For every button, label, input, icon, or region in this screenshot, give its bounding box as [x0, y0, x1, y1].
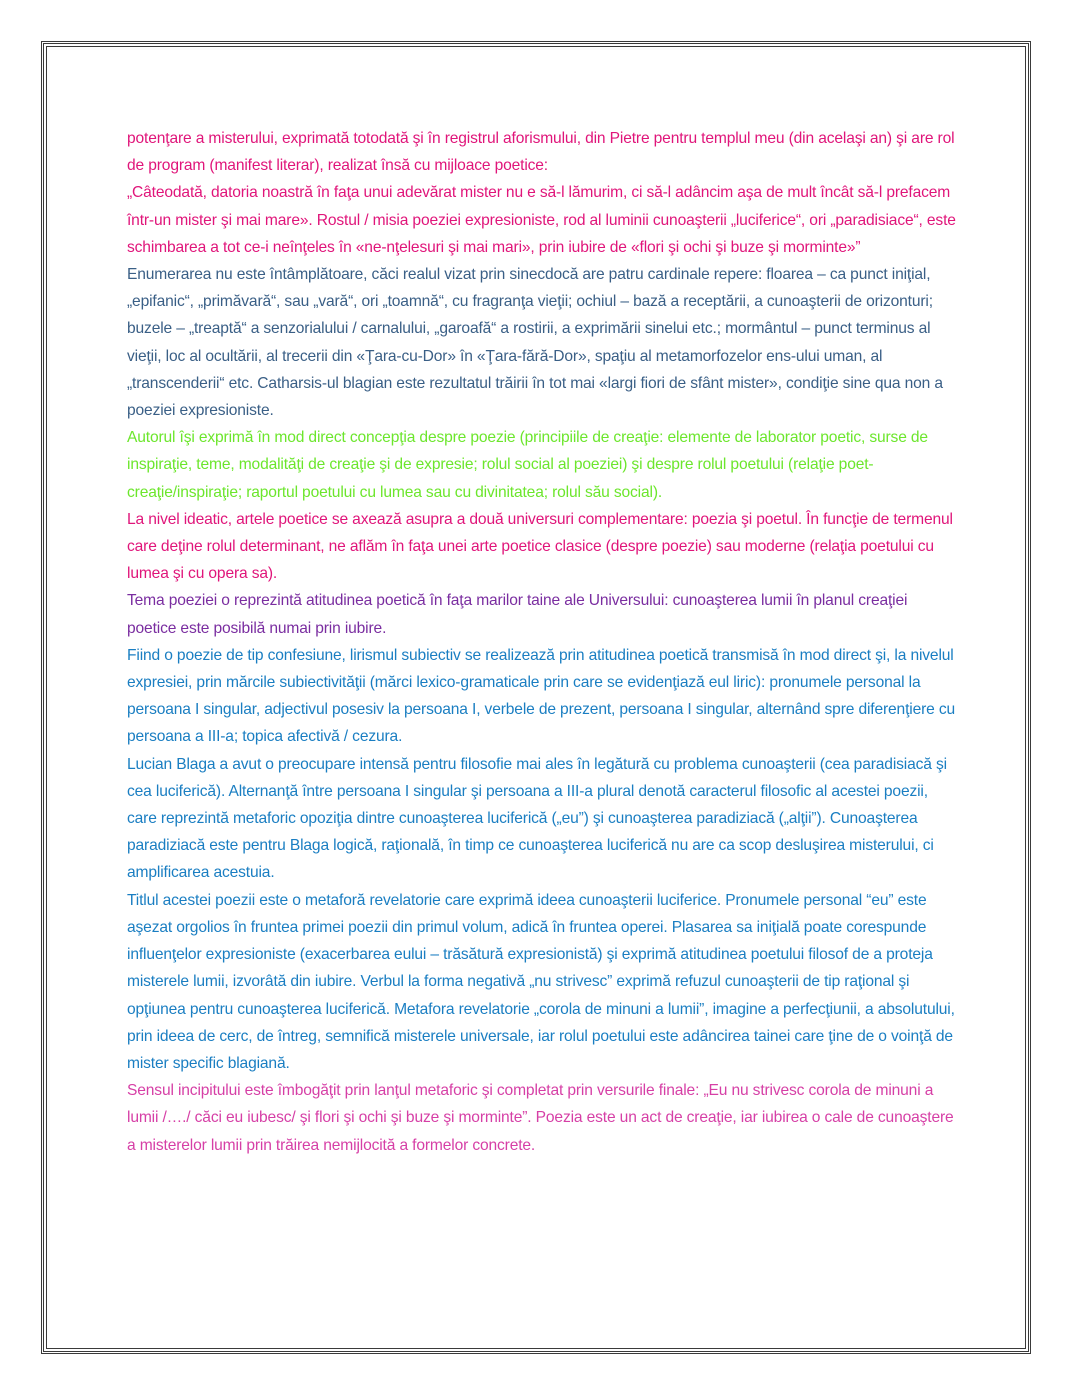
paragraph-9: Titlul acestei poezii este o metaforă revelatorie care exprimă ideea cunoaşterii luciferice. Pronumele personal “eu” este aşezat orgolios în fruntea primei poezii din primul volum, adică în fruntea operei. Plasarea sa iniţială poate corespunde influenţelor expresioniste (exacerbarea eului – trăsătură expresionistă) şi exprimă atitudinea poetului filosof de a proteja misterele lumii, izvorâtă din iubire. Verbul la forma negativă „nu strivesc” exprimă refuzul cunoaşterii de tip raţional şi opţiunea pentru cunoaşterea luciferică. Metafora revelatorie „corola de minuni a lumii”, imagine a perfecţiunii, a absolutului, prin ideea de cerc, de întreg, semnifică misterele universale, iar rolul poetului este adâncirea tainei care ţine de o voinţă de mister specific blagiană.	[127, 891, 955, 1072]
paragraph-10: Sensul incipitului este îmbogăţit prin lanţul metaforic şi completat prin versurile finale: „Eu nu strivesc corola de minuni a lumii /…./ căci eu iubesc/ şi flori şi ochi şi buze şi morminte”. Poezia este un act de creaţie, iar iubirea o cale de cunoaştere a misterelor lumii prin trăirea nemijlocită a formelor concrete.	[127, 1082, 954, 1154]
paragraph-6: Tema poeziei o reprezintă atitudinea poetică în faţa marilor taine ale Universului: cunoaşterea lumii în planul creaţiei poetice este posibilă numai prin iubire.	[127, 592, 908, 637]
paragraph-8: Lucian Blaga a avut o preocupare intensă pentru filosofie mai ales în legătură cu problema cunoaşterii (cea paradisiacă şi cea luciferică). Alternanţă între persoana I singular şi persoana a III-a plural denotă caracterul filosofic al acestei poezii, care reprezintă metaforic opoziţia dintre cunoaşterea luciferică („eu”) şi cunoaşterea paradiziacă („alţii”). Cunoaşterea paradiziacă este pentru Blaga logică, raţională, în timp ce cunoaşterea luciferică nu are ca scop desluşirea misterului, ci amplificarea acestuia.	[127, 755, 947, 882]
paragraph-7: Fiind o poezie de tip confesiune, lirismul subiectiv se realizează prin atitudinea poetică transmisă în mod direct şi, la nivelul expresiei, prin mărcile subiectivităţii (mărci lexico-gramaticale prin care se evidenţiază eul liric): pronumele personal la persoana I singular, adjectivul posesiv la persoana I, verbele de prezent, persoana I singular, alternând spre diferenţiere cu persoana a III-a; topica afectivă / cezura.	[127, 646, 956, 746]
paragraph-1: potenţare a misterului, exprimată totodată şi în registrul aforismului, din Pietre pentru templul meu (din acelaşi an) şi are rol de program (manifest literar), realizat însă cu mijloace poetice:	[127, 130, 955, 175]
document-body	[127, 125, 959, 1159]
paragraph-3: Enumerarea nu este întâmplătoare, căci realul vizat prin sinecdocă are patru cardinale repere: floarea – ca punct iniţial, „epifanic“, „primăvară“, sau „vară“, ori „toamnă“, cu fragranţa vieţii; ochiul – bază a receptării, a cunoaşterii de orizonturi; buzele – „treaptă“ a senzorialului / carnalului, „garoafă“ a rostirii, a exprimării sinelui etc.; mormântul – punct terminus al vieţii, loc al ocultării, al trecerii din «Ţara-cu-Dor» în «Ţara-fără-Dor», spaţiu al metamorfozelor ens-ului uman, al „transcenderii“ etc. Catharsis-ul blagian este rezultatul trăirii în tot mai «largi fiori de sfânt mister», condiţie sine qua non a poeziei expresioniste.	[127, 266, 943, 420]
paragraph-4: Autorul îşi exprimă în mod direct concepţia despre poezie (principiile de creaţie: elemente de laborator poetic, surse de inspiraţie, teme, modalităţi de creaţie şi de expresie; rolul social al poeziei) şi despre rolul poetului (relaţie poet-creaţie/inspiraţie; raportul poetului cu lumea sau cu divinitatea; rolul său social).	[127, 429, 928, 501]
paragraph-2: „Câteodată, datoria noastră în faţa unui adevărat mister nu e să-l lămurim, ci să-l adâncim aşa de mult încât să-l prefacem într-un mister şi mai mare». Rostul / misia poeziei expresioniste, rod al luminii cunoaşterii „luciferice“, ori „paradisiace“, este schimbarea a tot ce-i neînţeles în «ne-nţelesuri şi mai mari», prin iubire de «flori şi ochi şi buze şi morminte»”	[127, 184, 956, 256]
paragraph-5: La nivel ideatic, artele poetice se axează asupra a două universuri complementare: poezia şi poetul. În funcţie de termenul care deţine rolul determinant, ne aflăm în faţa unei arte poetice clasice (despre poezie) sau moderne (relaţia poetului cu lumea şi cu opera sa).	[127, 510, 953, 583]
